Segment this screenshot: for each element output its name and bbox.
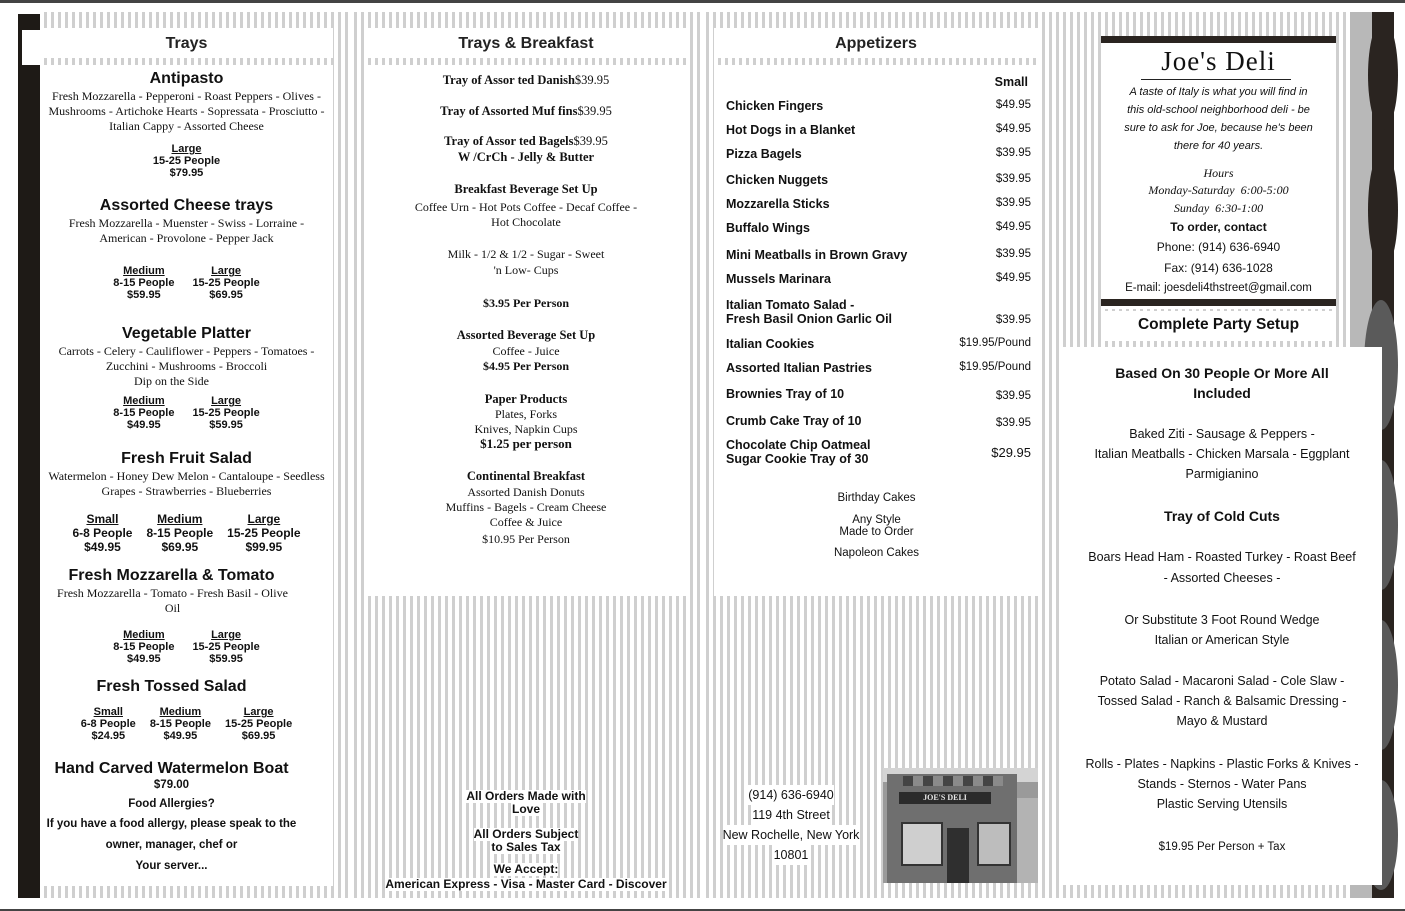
beverage-line4: 'n Low- Cups xyxy=(493,263,559,277)
antipasto-desc: Fresh Mozzarella - Pepperoni - Roast Peppers - Olives - Mushrooms - Artichoke Hearts - Sopressata - Prosciutto - Italian Cappy - Assorted Cheese xyxy=(48,89,325,133)
tagline: A taste of Italy is what you will find in this old-school neighborhood deli - be sure to ask for Joe, because he's been there for 40 years. xyxy=(1124,86,1313,152)
photo-door xyxy=(947,828,969,883)
wave-decoration xyxy=(1368,150,1398,270)
appetizer-row xyxy=(726,387,1031,401)
price: $49.95 xyxy=(163,730,198,742)
appetizer-name: Mussels Marinara xyxy=(726,272,831,286)
address-city: New Rochelle, New York xyxy=(723,825,860,845)
continental-line1: Assorted Danish Donuts xyxy=(467,485,585,499)
fruit-desc: Watermelon - Honey Dew Melon - Cantaloupe - Seedless Grapes - Strawberries - Blueberries xyxy=(48,469,325,498)
vegetable-sizes xyxy=(40,395,333,431)
photo-upper-windows xyxy=(903,776,1003,786)
substitute-line1: Or Substitute 3 Foot Round Wedge xyxy=(1124,613,1320,627)
address-zip: 10801 xyxy=(774,845,809,865)
appetizer-price: $39.95 xyxy=(995,390,1031,402)
size-label: Large xyxy=(211,629,242,641)
cheese-desc: Fresh Mozzarella - Muenster - Swiss - Lorraine - American - Provolone - Pepper Jack xyxy=(68,216,305,245)
people-count: 15-25 People xyxy=(192,407,260,419)
appetizer-row xyxy=(726,248,1031,262)
bagels-line xyxy=(364,134,688,149)
supplies-line2: Stands - Sternos - Water Pans xyxy=(1137,777,1307,791)
size-label: Medium xyxy=(159,706,202,718)
photo-sign xyxy=(899,792,991,804)
mozz-title: Fresh Mozzarella & Tomato xyxy=(68,567,275,584)
photo-window2 xyxy=(977,822,1011,866)
allergy-line2: owner, manager, chef or xyxy=(105,839,238,851)
paper-line1: Plates, Forks xyxy=(494,407,557,421)
hours-weekday: Monday-Saturday 6:00-5:00 xyxy=(1148,183,1289,197)
appetizer-price: $19.95/Pound xyxy=(959,361,1031,373)
appetizer-price: $49.95 xyxy=(995,221,1031,233)
love-line1: All Orders Made with xyxy=(466,789,586,803)
appetizer-row xyxy=(726,337,1031,351)
menu-line3: Parmigianino xyxy=(1185,467,1259,481)
danish-price: $39.95 xyxy=(574,73,610,87)
bagels-label: Tray of Assor ted Bagels xyxy=(444,134,574,148)
supplies-line1: Rolls - Plates - Napkins - Plastic Forks & Knives - xyxy=(1085,757,1359,771)
appetizer-price: $29.95 xyxy=(991,445,1031,460)
watermelon-price: $79.00 xyxy=(153,779,190,791)
breakfast-footer xyxy=(376,790,676,891)
people-count: 15-25 People xyxy=(192,277,260,289)
tossed-sizes xyxy=(40,706,333,742)
bagels-price: $39.95 xyxy=(573,134,608,148)
header-divider xyxy=(364,58,688,65)
price: $69.95 xyxy=(161,540,199,554)
cakes-info xyxy=(814,492,939,559)
appetizer-name: Chicken Nuggets xyxy=(726,173,829,187)
size-label: Large xyxy=(211,395,242,407)
appetizer-name: Buffalo Wings xyxy=(726,221,810,235)
appetizer-name: Brownies Tray of 10 xyxy=(726,387,845,401)
wave-decoration xyxy=(1368,20,1398,130)
continental-line2: Muffins - Bagels - Cream Cheese xyxy=(445,500,607,514)
size-label: Large xyxy=(211,265,242,277)
appetizer-name-line2: Fresh Basil Onion Garlic Oil xyxy=(726,312,893,326)
appetizer-row xyxy=(726,197,1031,211)
appetizer-price: $39.95 xyxy=(995,248,1031,260)
appetizer-row xyxy=(726,272,1031,286)
header-divider xyxy=(40,58,333,65)
price: $69.95 xyxy=(209,289,243,301)
size-label: Large xyxy=(243,706,274,718)
people-count: 8-15 People xyxy=(113,277,175,289)
size-label: Small xyxy=(93,706,123,718)
size-label: Medium xyxy=(123,265,165,277)
left-decorative-bar xyxy=(18,14,40,898)
order-contact: To order, contact xyxy=(1170,220,1267,234)
tax-line1: All Orders Subject xyxy=(473,827,579,841)
info-bottom-rule xyxy=(1101,299,1336,306)
people-count: 8-15 People xyxy=(146,526,214,540)
price: $49.95 xyxy=(127,653,161,665)
appetizer-row xyxy=(726,221,1031,235)
price: $49.95 xyxy=(84,540,121,554)
info-panel xyxy=(1101,36,1336,309)
vegetable-dip: Dip on the Side xyxy=(134,374,209,388)
size-label: Large xyxy=(247,512,281,526)
email-info: E-mail: joesdeli4thstreet@gmail.com xyxy=(1125,282,1312,294)
people-count: 6-8 People xyxy=(80,718,136,730)
assorted-bev-line1: Coffee - Juice xyxy=(492,344,560,358)
price: $49.95 xyxy=(127,419,161,431)
allergy-line1: If you have a food allergy, please speak to the xyxy=(46,818,297,830)
size-label: Medium xyxy=(123,629,165,641)
vegetable-desc: Carrots - Celery - Cauliflower - Peppers - Tomatoes - Zucchini - Mushrooms - Broccoli xyxy=(58,344,315,373)
deli-logo: Joe's Deli xyxy=(1161,46,1276,76)
size-label: Large xyxy=(171,143,202,155)
appetizer-price: $49.95 xyxy=(995,99,1031,111)
appetizer-row xyxy=(726,99,1031,113)
based-line1: Based On 30 People Or More All xyxy=(1115,365,1329,381)
appetizer-name-line2: Sugar Cookie Tray of 30 xyxy=(726,452,869,466)
left-bar-notch xyxy=(22,30,40,65)
sides-line3: Mayo & Mustard xyxy=(1176,714,1268,728)
cold-line2: - Assorted Cheeses - xyxy=(1163,571,1281,585)
people-count: 15-25 People xyxy=(192,641,260,653)
danish-label: Tray of Assor ted Danish xyxy=(442,73,575,87)
price: $24.95 xyxy=(91,730,126,742)
allergy-title: Food Allergies? xyxy=(128,798,215,810)
continental-line3: Coffee & Juice xyxy=(489,515,563,529)
cold-cuts-title: Tray of Cold Cuts xyxy=(1164,508,1280,524)
muffins-line xyxy=(364,104,688,119)
appetizer-row xyxy=(726,361,1031,375)
love-line2: Love xyxy=(511,802,540,816)
appetizer-price: $49.95 xyxy=(995,123,1031,135)
trays-header: Trays xyxy=(165,35,208,52)
accept-label: We Accept: xyxy=(493,862,559,876)
fruit-sizes xyxy=(40,512,333,554)
address-block xyxy=(718,785,864,865)
muffins-label: Tray of Assorted Muf fins xyxy=(440,104,578,118)
appetizer-row xyxy=(726,414,1031,428)
phone-info: Phone: (914) 636-6940 xyxy=(1156,240,1281,254)
appetizer-row xyxy=(726,173,1031,187)
assorted-bev-price: $4.95 Per Person xyxy=(482,359,570,373)
paper-title: Paper Products xyxy=(484,392,568,406)
tossed-title: Fresh Tossed Salad xyxy=(96,678,247,695)
based-line2: Included xyxy=(1193,385,1251,401)
birthday-cakes: Birthday Cakes xyxy=(837,492,916,504)
appetizer-name: Hot Dogs in a Blanket xyxy=(726,123,856,137)
trays-panel xyxy=(40,28,333,886)
address-phone: (914) 636-6940 xyxy=(748,785,833,805)
photo-street xyxy=(1017,798,1038,883)
appetizer-price: $49.95 xyxy=(995,272,1031,284)
antipasto-title: Antipasto xyxy=(149,70,224,87)
appetizer-name: Mozzarella Sticks xyxy=(726,197,830,211)
header-divider xyxy=(714,58,1038,65)
logo-underline xyxy=(1141,79,1291,80)
paper-price: $1.25 per person xyxy=(480,436,572,451)
watermelon-title: Hand Carved Watermelon Boat xyxy=(54,760,289,777)
beverage-line1: Coffee Urn - Hot Pots Coffee - Decaf Coffee - xyxy=(414,200,638,214)
beverage-title: Breakfast Beverage Set Up xyxy=(454,182,598,196)
sides-line2: Tossed Salad - Ranch & Balsamic Dressing - xyxy=(1097,694,1347,708)
appetizer-row xyxy=(726,298,1031,330)
people-count: 15-25 People xyxy=(224,718,293,730)
people-count: 8-15 People xyxy=(113,407,175,419)
price: $99.95 xyxy=(245,540,283,554)
allergy-line3: Your server... xyxy=(135,860,208,872)
price: $79.95 xyxy=(169,167,204,179)
fax-info: Fax: (914) 636-1028 xyxy=(1164,261,1273,275)
vegetable-title: Vegetable Platter xyxy=(122,325,251,342)
party-title-box xyxy=(1101,311,1336,341)
beverage-line2: Hot Chocolate xyxy=(491,215,561,229)
appetizers-header: Appetizers xyxy=(835,35,917,52)
storefront-photo xyxy=(883,768,1038,883)
beverage-price: $3.95 Per Person xyxy=(482,296,570,310)
appetizer-name: Assorted Italian Pastries xyxy=(726,361,872,375)
cards-list: American Express - Visa - Master Card - Discover xyxy=(385,877,667,891)
breakfast-header: Trays & Breakfast xyxy=(458,35,594,52)
size-label: Medium xyxy=(157,512,203,526)
hours-sunday: Sunday 6:30-1:00 xyxy=(1173,201,1264,215)
appetizer-name: Chocolate Chip Oatmeal xyxy=(726,438,871,452)
paper-line2: Knives, Napkin Cups xyxy=(474,422,578,436)
party-price: $19.95 Per Person + Tax xyxy=(1158,841,1286,853)
made-to-order: Made to Order xyxy=(839,526,914,538)
appetizer-name: Pizza Bagels xyxy=(726,147,802,161)
appetizer-row xyxy=(726,147,1031,161)
appetizer-price: $39.95 xyxy=(995,197,1031,209)
photo-sign-text: JOE'S DELI xyxy=(923,793,967,802)
appetizer-price: $19.95/Pound xyxy=(959,337,1031,349)
appetizer-name: Mini Meatballs in Brown Gravy xyxy=(726,248,908,262)
mozz-sizes xyxy=(40,629,333,665)
appetizer-price: $39.95 xyxy=(995,314,1031,326)
price: $69.95 xyxy=(241,730,276,742)
party-header: Complete Party Setup xyxy=(1137,316,1300,333)
menu-line1: Baked Ziti - Sausage & Peppers - xyxy=(1129,427,1315,441)
photo-window xyxy=(901,822,943,866)
appetizer-row xyxy=(726,123,1031,137)
bagels-sub: W /CrCh - Jelly & Butter xyxy=(457,150,595,164)
appetizer-price: $39.95 xyxy=(995,147,1031,159)
appetizer-name: Chicken Fingers xyxy=(726,99,824,113)
appetizer-name: Crumb Cake Tray of 10 xyxy=(726,414,862,428)
mozz-desc: Fresh Mozzarella - Tomato - Fresh Basil - Olive Oil xyxy=(57,586,288,615)
cold-line1: Boars Head Ham - Roasted Turkey - Roast Beef xyxy=(1088,550,1356,564)
continental-price: $10.95 Per Person xyxy=(482,532,570,546)
assorted-bev-title: Assorted Beverage Set Up xyxy=(456,328,596,342)
continental-title: Continental Breakfast xyxy=(466,469,586,483)
beverage-line3: Milk - 1/2 & 1/2 - Sugar - Sweet xyxy=(447,247,605,261)
small-column-label: Small xyxy=(994,75,1028,89)
appetizer-name: Italian Cookies xyxy=(726,337,815,351)
info-top-rule xyxy=(1101,36,1336,43)
menu-line2: Italian Meatballs - Chicken Marsala - Eggplant xyxy=(1094,447,1350,461)
people-count: 8-15 People xyxy=(149,718,211,730)
price: $59.95 xyxy=(209,653,243,665)
supplies-line3: Plastic Serving Utensils xyxy=(1156,797,1288,811)
people-count: 15-25 People xyxy=(227,526,301,540)
tax-line2: to Sales Tax xyxy=(491,840,561,854)
antipasto-sizes xyxy=(40,143,333,179)
danish-line xyxy=(364,73,688,88)
party-panel xyxy=(1062,347,1382,885)
hours-title: Hours xyxy=(1203,166,1234,180)
cheese-title: Assorted Cheese trays xyxy=(99,197,274,214)
cheese-sizes xyxy=(40,265,333,301)
substitute-line2: Italian or American Style xyxy=(1154,633,1290,647)
breakfast-panel xyxy=(364,28,688,596)
any-style: Any Style xyxy=(852,514,901,526)
sides-line1: Potato Salad - Macaroni Salad - Cole Slaw - xyxy=(1099,674,1345,688)
address-street: 119 4th Street xyxy=(752,805,830,825)
napoleon-cakes: Napoleon Cakes xyxy=(833,547,920,559)
people-count: 8-15 People xyxy=(113,641,175,653)
fruit-title: Fresh Fruit Salad xyxy=(121,450,252,467)
people-count: 6-8 People xyxy=(72,526,133,540)
price: $59.95 xyxy=(127,289,161,301)
appetizer-price: $39.95 xyxy=(995,173,1031,185)
size-label: Medium xyxy=(123,395,165,407)
muffins-price: $39.95 xyxy=(577,104,612,118)
appetizer-price: $39.95 xyxy=(995,417,1031,429)
appetizer-name: Italian Tomato Salad - xyxy=(726,298,855,312)
price: $59.95 xyxy=(209,419,243,431)
appetizer-row xyxy=(726,438,1031,470)
size-label: Small xyxy=(86,512,119,526)
people-count: 15-25 People xyxy=(152,155,221,167)
